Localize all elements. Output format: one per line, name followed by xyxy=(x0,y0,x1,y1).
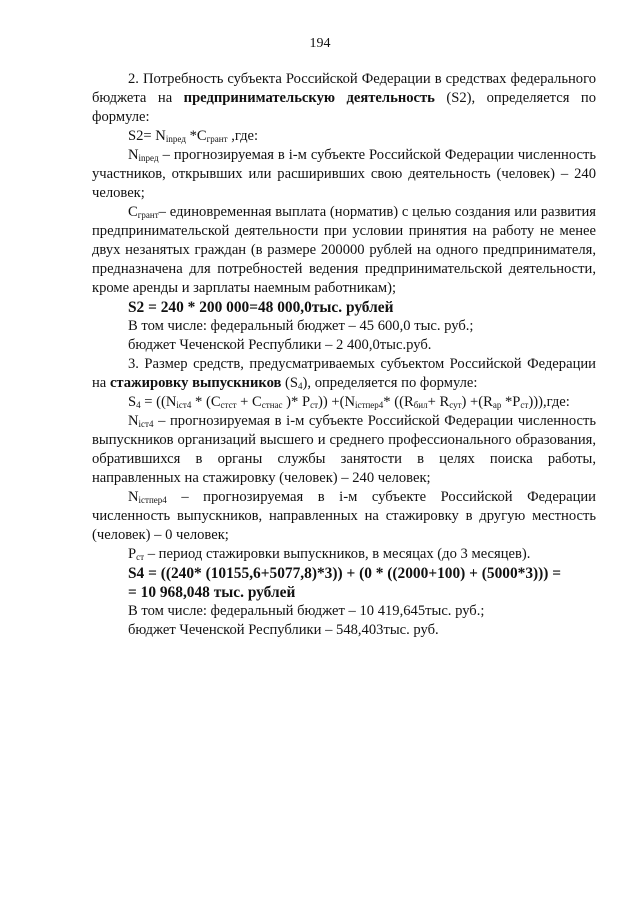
item2-result: S2 = 240 * 200 000=48 000,0тыс. рублей xyxy=(128,299,394,316)
formula-part: * (C xyxy=(191,394,221,410)
formula-sub: ст xyxy=(310,400,319,410)
formula-part: )) +(N xyxy=(318,394,356,410)
symbol-sub: iст4 xyxy=(138,419,154,429)
item2-intro xyxy=(92,70,596,127)
formula-sub: 4 xyxy=(136,400,141,410)
formula-part: *C xyxy=(185,128,207,144)
item3-intro-text: 3. Размер средств, предусматриваемых субъектом Российской Федерации на xyxy=(92,356,596,391)
symbol: P xyxy=(128,546,137,562)
formula-sub: iст4 xyxy=(176,400,192,410)
formula-sub: inpeд xyxy=(165,134,186,144)
item3-def-pst xyxy=(92,545,596,564)
formula-sub: ар xyxy=(492,400,502,410)
item3-result-line1: S4 = ((240* (10155,6+5077,8)*3)) + (0 * ((2000+100) + (5000*3))) = xyxy=(128,565,562,582)
definition-text: – прогнозируемая в i-м субъекте Российской Федерации численность участников, открывших или расширивших свою деятельность (человек) – 240 человек; xyxy=(92,147,596,201)
item2-intro-tail: (S2), определяется по формуле: xyxy=(92,90,597,125)
formula-part: * ((R xyxy=(383,394,414,410)
definition-text: – единовременная выплата (норматив) с целью создания или развития предпринимательской деятельности при условии принятия на работу не менее двух незанятых граждан (в размере 200000 рублей на одного предпринимателя, предназначена для потребностей ведения предпринимательской деятельности, кроме аренды и зарплаты наемным работникам); xyxy=(92,204,596,296)
definition-text: – период стажировки выпускников, в месяцах (до 3 месяцев). xyxy=(144,546,531,562)
symbol: N xyxy=(128,489,139,505)
symbol: C xyxy=(128,204,138,220)
formula-sub: бил xyxy=(413,400,428,410)
document-body xyxy=(92,70,596,640)
formula-part: S2= N xyxy=(128,128,166,144)
item3-intro-bold: стажировку выпускников xyxy=(109,375,282,391)
formula-sub: ст xyxy=(520,400,529,410)
formula-sub: iстпер4 xyxy=(355,400,384,410)
page-number: 194 xyxy=(309,36,331,51)
symbol-sub: inpeд xyxy=(138,153,159,163)
item2-regional-budget: бюджет Чеченской Республики – 2 400,0тыс.руб. xyxy=(128,337,432,353)
definition-text: – прогнозируемая в i-м субъекте Российской Федерации численность выпускников организаций высшего и среднего профессионального образования, обратившихся в органы службы занятости в целях поиска работы, направленных на стажировку (человек) – 240 человек; xyxy=(92,413,596,486)
item2-intro-text: 2. Потребность субъекта Российской Федерации в средствах федерального бюджета на xyxy=(92,71,596,106)
formula-sub: стст xyxy=(220,400,237,410)
formula-sub: грант xyxy=(206,134,228,144)
item3-federal-budget: В том числе: федеральный бюджет – 10 419,645тыс. руб.; xyxy=(128,603,485,619)
item3-intro-part: (S xyxy=(281,375,299,391)
item2-def-c xyxy=(92,203,596,298)
formula-sub: стнас xyxy=(261,400,283,410)
item2-formula xyxy=(92,127,596,146)
formula-part: )* P xyxy=(282,394,311,410)
item3-formula xyxy=(92,393,596,412)
item3-regional-budget: бюджет Чеченской Республики – 548,403тыс. руб. xyxy=(128,622,439,638)
formula-sub: сут xyxy=(449,400,462,410)
formula-part: + R xyxy=(427,394,450,410)
formula-part: + C xyxy=(236,394,262,410)
symbol-sub: грант xyxy=(137,210,159,220)
symbol-sub: iстпер4 xyxy=(138,495,167,505)
formula-part: = ((N xyxy=(140,394,177,410)
formula-part: ,где: xyxy=(227,128,259,144)
item3-def-nist4 xyxy=(92,412,596,488)
definition-text: – прогнозируемая в i-м субъекте Российской Федерации численность выпускников, направленных на стажировку в другую местность (человек) – 0 человек; xyxy=(92,489,596,543)
formula-part: ))),где: xyxy=(528,394,570,410)
item2-def-n xyxy=(92,146,596,203)
item2-federal-budget: В том числе: федеральный бюджет – 45 600,0 тыс. руб.; xyxy=(128,318,474,334)
item2-intro-bold: предпринимательскую деятельность xyxy=(183,90,435,106)
item3-result-line2: = 10 968,048 тыс. рублей xyxy=(128,584,296,601)
item3-intro-sub: 4 xyxy=(298,381,303,391)
symbol: N xyxy=(128,413,139,429)
symbol: N xyxy=(128,147,139,163)
item3-intro-tail: ), определяется по формуле: xyxy=(302,375,478,391)
item3-intro xyxy=(92,355,596,393)
formula-part: ) +(R xyxy=(461,394,493,410)
item3-def-nistper4 xyxy=(92,488,596,545)
formula-part: *P xyxy=(501,394,521,410)
symbol-sub: ст xyxy=(136,552,145,562)
formula-part: S xyxy=(128,394,137,410)
